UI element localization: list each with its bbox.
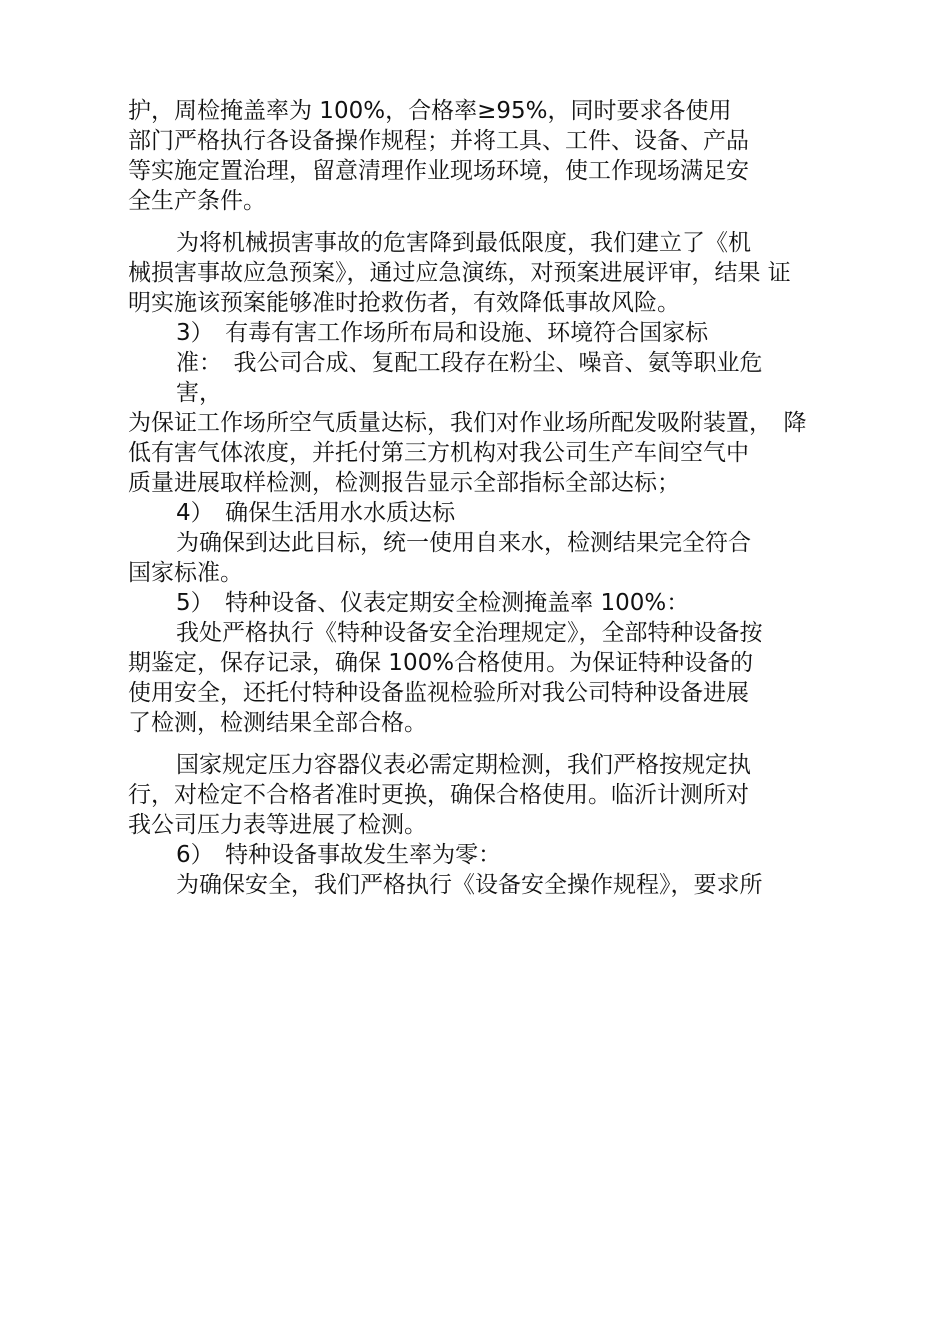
text-line: 国家规定压力容器仪表必需定期检测，我们严格按规定执: [176, 752, 751, 778]
text-line: 等实施定置治理，留意清理作业现场环境，使工作现场满足安: [128, 158, 749, 184]
text-line: 3） 有毒有害工作场所布局和设施、环境符合国家标: [176, 320, 709, 346]
text-line: 低有害气体浓度，并托付第三方机构对我公司生产车间空气中: [128, 440, 749, 466]
text-line: 害，: [176, 380, 222, 406]
text-line: 我公司压力表等进展了检测。: [128, 812, 427, 838]
text-line: 5） 特种设备、仪表定期安全检测掩盖率 100%：: [176, 590, 690, 616]
text-line: 为确保到达此目标，统一使用自来水，检测结果完全符合: [176, 530, 751, 556]
text-line: 全生产条件。: [128, 188, 266, 214]
text-line: 质量进展取样检测，检测报告显示全部指标全部达标；: [128, 470, 680, 496]
text-line: 械损害事故应急预案》，通过应急演练，对预案进展评审，结果 证: [128, 260, 791, 286]
text-line: 部门严格执行各设备操作规程；并将工具、工件、设备、产品: [128, 128, 749, 154]
text-line: 我处严格执行《特种设备安全治理规定》，全部特种设备按: [176, 620, 763, 646]
text-line: 行，对检定不合格者准时更换，确保合格使用。临沂计测所对: [128, 782, 749, 808]
text-line: 期鉴定，保存记录，确保 100%合格使用。为保证特种设备的: [128, 650, 754, 676]
text-line: 护，周检掩盖率为 100%，合格率≥95%，同时要求各使用: [128, 98, 732, 124]
text-line: 为确保安全，我们严格执行《设备安全操作规程》，要求所: [176, 872, 763, 898]
text-line: 为保证工作场所空气质量达标，我们对作业场所配发吸附装置， 降: [128, 410, 807, 436]
text-line: 6） 特种设备事故发生率为零：: [176, 842, 502, 868]
text-line: 国家标准。: [128, 560, 243, 586]
text-line: 4） 确保生活用水水质达标: [176, 500, 456, 526]
text-line: 明实施该预案能够准时抢救伤者，有效降低事故风险。: [128, 290, 680, 316]
text-line: 了检测，检测结果全部合格。: [128, 710, 427, 736]
text-line: 准： 我公司合成、复配工段存在粉尘、噪音、氨等职业危: [176, 350, 763, 376]
text-line: 为将机械损害事故的危害降到最低限度，我们建立了《机: [176, 230, 751, 256]
text-line: 使用安全，还托付特种设备监视检验所对我公司特种设备进展: [128, 680, 749, 706]
